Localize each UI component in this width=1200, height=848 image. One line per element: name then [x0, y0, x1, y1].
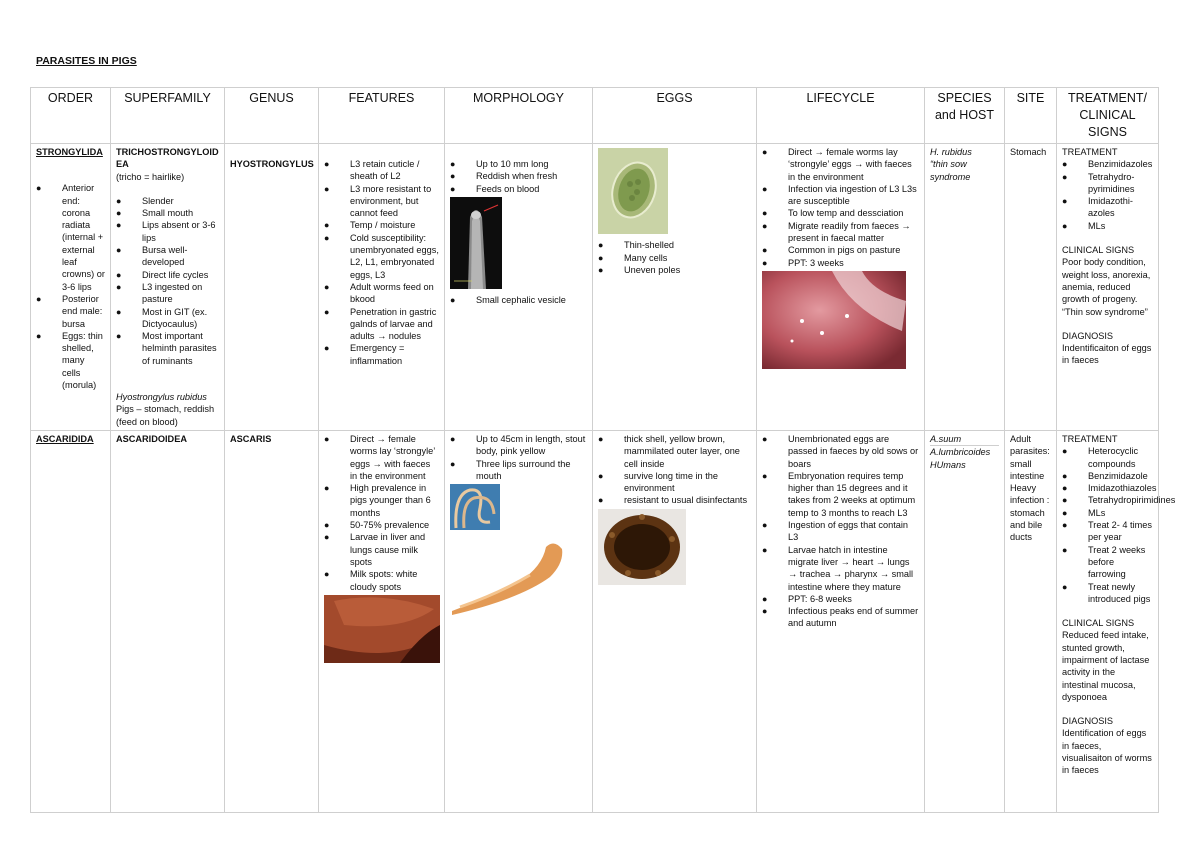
list-item: ● L3 more resistant to environment, but cannot feed	[324, 183, 439, 220]
table-row	[31, 144, 1159, 431]
parasites-table	[30, 87, 1176, 813]
header-site: SITE	[1005, 88, 1057, 144]
list-item: ● Ingestion of eggs that contain L3	[762, 519, 919, 544]
list-item: ● Emergency = inflammation	[324, 342, 439, 367]
list-item: ● Infection via ingestion of L3 L3s are susceptible	[762, 183, 919, 208]
list-item: ● thick shell, yellow brown, mammilated outer layer, one cell inside	[598, 433, 751, 470]
list-item: ● Direct life cycles	[116, 269, 219, 281]
list-item: ● Treat 2- 4 times per year	[1062, 519, 1153, 544]
clinical-signs-text: Reduced feed intake, stunted growth, impairment of lactase activity in the intestinal mucosa, dysponoea	[1062, 630, 1150, 702]
list-item: ● Small cephalic vesicle	[450, 294, 587, 306]
diagnosis-label: DIAGNOSIS	[1062, 716, 1114, 727]
list-item: ● Most in GIT (ex. Dictyocaulus)	[116, 306, 219, 331]
list-item: ● High prevalence in pigs younger than 6 months	[324, 482, 439, 519]
list-item: ● Slender	[116, 195, 219, 207]
clinical-signs-label: CLINICAL SIGNS	[1062, 618, 1135, 629]
lifecycle-cell	[757, 144, 925, 431]
eggs-cell	[593, 144, 757, 431]
list-item: ● Benzimidazoles	[1062, 158, 1153, 170]
ascaris-head-photo	[450, 537, 576, 615]
list-item: ● Unembrionated eggs are passed in faeces by old sows or boars	[762, 433, 919, 470]
list-item: ● Larvae in liver and lungs cause milk spots	[324, 531, 439, 568]
header-treatment: TREATMENT/ CLINICAL SIGNS	[1057, 88, 1159, 144]
treatment-cell	[1057, 144, 1159, 431]
genus-name: HYOSTRONGYLUS	[230, 159, 314, 169]
superfamily-name: TRICHOSTRONGYLOIDEA	[116, 147, 219, 170]
treatment-cell	[1057, 430, 1176, 812]
list-item: ● Bursa well-developed	[116, 244, 219, 269]
list-item: ● Imidazothi-azoles	[1062, 195, 1153, 220]
list-item: ● PPT: 6-8 weeks	[762, 593, 919, 605]
list-item: ● Lips absent or 3-6 lips	[116, 219, 219, 244]
list-item: ● Embryonation requires temp higher than 15 degrees and it takes from 2 weeks at optimum temp to 3 months to reach L3	[762, 470, 919, 519]
list-item: ● Common in pigs on pasture	[762, 244, 919, 256]
list-item: ● Many cells	[598, 252, 751, 264]
table-row	[31, 430, 1159, 812]
species-host-cell	[925, 144, 1005, 431]
list-item: ● Small mouth	[116, 207, 219, 219]
lifecycle-cell	[757, 430, 925, 812]
worm-head-micrograph	[450, 197, 502, 289]
list-item: ● Tetrahydro-pyrimidines	[1062, 171, 1153, 196]
species-name: A.lumbricoides	[930, 447, 991, 458]
list-item: ● Direct → female worms lay ‘strongyle’ eggs → with faeces in the environment	[324, 433, 439, 482]
list-item: ● Up to 45cm in length, stout body, pink yellow	[450, 433, 587, 458]
superfamily-cell	[111, 144, 225, 431]
diagnosis-text: Identification of eggs in faeces, visualisaiton of worms in faeces	[1062, 728, 1152, 776]
features-cell	[319, 430, 445, 812]
order-cell	[31, 144, 111, 431]
list-item: ● L3 ingested on pasture	[116, 281, 219, 306]
list-item: ● resistant to usual disinfectants	[598, 494, 751, 506]
list-item: ● Feeds on blood	[450, 183, 587, 195]
list-item: ● MLs	[1062, 507, 1153, 519]
list-item: ● Imidazothiazoles	[1062, 482, 1153, 494]
list-item: ● Penetration in gastric galnds of larvae and adults → nodules	[324, 306, 439, 343]
list-item: ● Three lips surround the mouth	[450, 458, 587, 483]
site-cell	[1005, 430, 1057, 812]
header-species-host: SPECIES and HOST	[925, 88, 1005, 144]
header-genus: GENUS	[225, 88, 319, 144]
site-text: Adult parasites: small intestine Heavy infection : stomach and bile ducts	[1010, 433, 1050, 543]
order-cell	[31, 430, 111, 812]
header-eggs: EGGS	[593, 88, 757, 144]
list-item: ● Migrate readily from faeces → present in faecal matter	[762, 220, 919, 245]
morphology-cell	[445, 144, 593, 431]
list-item: ● Uneven poles	[598, 264, 751, 276]
list-item: ● Thin-shelled	[598, 239, 751, 251]
header-superfamily: SUPERFAMILY	[111, 88, 225, 144]
species-note: “thin sow syndrome	[930, 159, 971, 182]
species-host-cell	[925, 430, 1005, 812]
treatment-label: TREATMENT	[1062, 147, 1118, 157]
species-note: Pigs – stomach, reddish (feed on blood)	[116, 404, 215, 427]
order-name: ASCARIDIDA	[36, 433, 94, 444]
header-order: ORDER	[31, 88, 111, 144]
header-lifecycle: LIFECYCLE	[757, 88, 925, 144]
list-item: ● Temp / moisture	[324, 219, 439, 231]
list-item: ● L3 retain cuticle / sheath of L2	[324, 158, 439, 183]
order-name: STRONGYLIDA	[36, 147, 103, 157]
list-item: ● Adult worms feed on bkood	[324, 281, 439, 306]
species-name: H. rubidus	[930, 147, 972, 157]
list-item: ● Treat 2 weeks before farrowing	[1062, 544, 1153, 581]
ascaris-worms-photo	[450, 484, 500, 530]
eggs-cell	[593, 430, 757, 812]
list-item: ● Larvae hatch in intestine migrate liver → heart → lungs → trachea → pharynx → small intestine where they mature	[762, 544, 919, 593]
host-name: HUmans	[930, 459, 966, 470]
list-item: ● To low temp and dessciation	[762, 207, 919, 219]
list-item: ● Anterior end: corona radiata (internal + external leaf crowns) or 3-6 lips	[36, 182, 105, 293]
genus-name: ASCARIS	[230, 433, 272, 444]
list-item: ● Most important helminth parasites of ruminants	[116, 330, 219, 367]
header-row	[31, 88, 1159, 144]
site-cell	[1005, 144, 1057, 431]
list-item: ● Milk spots: white cloudy spots	[324, 568, 439, 593]
ascaris-egg-micrograph	[598, 509, 686, 585]
superfamily-note: (tricho = hairlike)	[116, 171, 185, 182]
list-item: ● Reddish when fresh	[450, 170, 587, 182]
diagnosis-label: DIAGNOSIS	[1062, 330, 1114, 341]
list-item: ● MLs	[1062, 220, 1153, 232]
list-item: ● Heterocyclic compounds	[1062, 445, 1153, 470]
document-title: PARASITES IN PIGS	[36, 55, 137, 67]
site-text: Stomach	[1010, 147, 1047, 157]
clinical-signs-text: Poor body condition, weight loss, anorexia, anemia, reduced growth of progeny. “Thin sow syndrome”	[1062, 257, 1151, 317]
diagnosis-text: Indentificaiton of eggs in faeces	[1062, 343, 1152, 366]
list-item: ● Infectious peaks end of summer and autumn	[762, 605, 919, 630]
list-item: ● Up to 10 mm long	[450, 158, 587, 170]
list-item: ● Posterior end male: bursa	[36, 293, 105, 330]
superfamily-cell	[111, 430, 225, 812]
treatment-label: TREATMENT	[1062, 433, 1118, 444]
stomach-lesion-photo	[762, 271, 906, 369]
species-name: A.suum	[930, 433, 999, 446]
list-item: ● 50-75% prevalence	[324, 519, 439, 531]
clinical-signs-label: CLINICAL SIGNS	[1062, 245, 1135, 256]
header-features: FEATURES	[319, 88, 445, 144]
morphology-cell	[445, 430, 593, 812]
list-item: ● PPT: 3 weeks	[762, 257, 919, 269]
genus-cell	[225, 144, 319, 431]
list-item: ● survive long time in the environment	[598, 470, 751, 495]
superfamily-name: ASCARIDOIDEA	[116, 433, 187, 444]
features-cell	[319, 144, 445, 431]
strongyle-egg-micrograph	[598, 148, 668, 234]
list-item: ● Cold susceptibility: unembryonated eggs, L2, L1, embryonated eggs, L3	[324, 232, 439, 281]
list-item: ● Benzimidazole	[1062, 470, 1153, 482]
species-name: Hyostrongylus rubidus	[116, 392, 207, 403]
list-item: ● Treat newly introduced pigs	[1062, 581, 1153, 606]
milk-spots-liver-photo	[324, 595, 440, 663]
list-item: ● Tetrahydropirimidines	[1062, 494, 1153, 506]
header-morphology: MORPHOLOGY	[445, 88, 593, 144]
list-item: ● Eggs: thin shelled, many cells (morula)	[36, 330, 105, 391]
list-item: ● Direct → female worms lay ‘strongyle’ eggs → with faeces in the environment	[762, 146, 919, 183]
genus-cell	[225, 430, 319, 812]
